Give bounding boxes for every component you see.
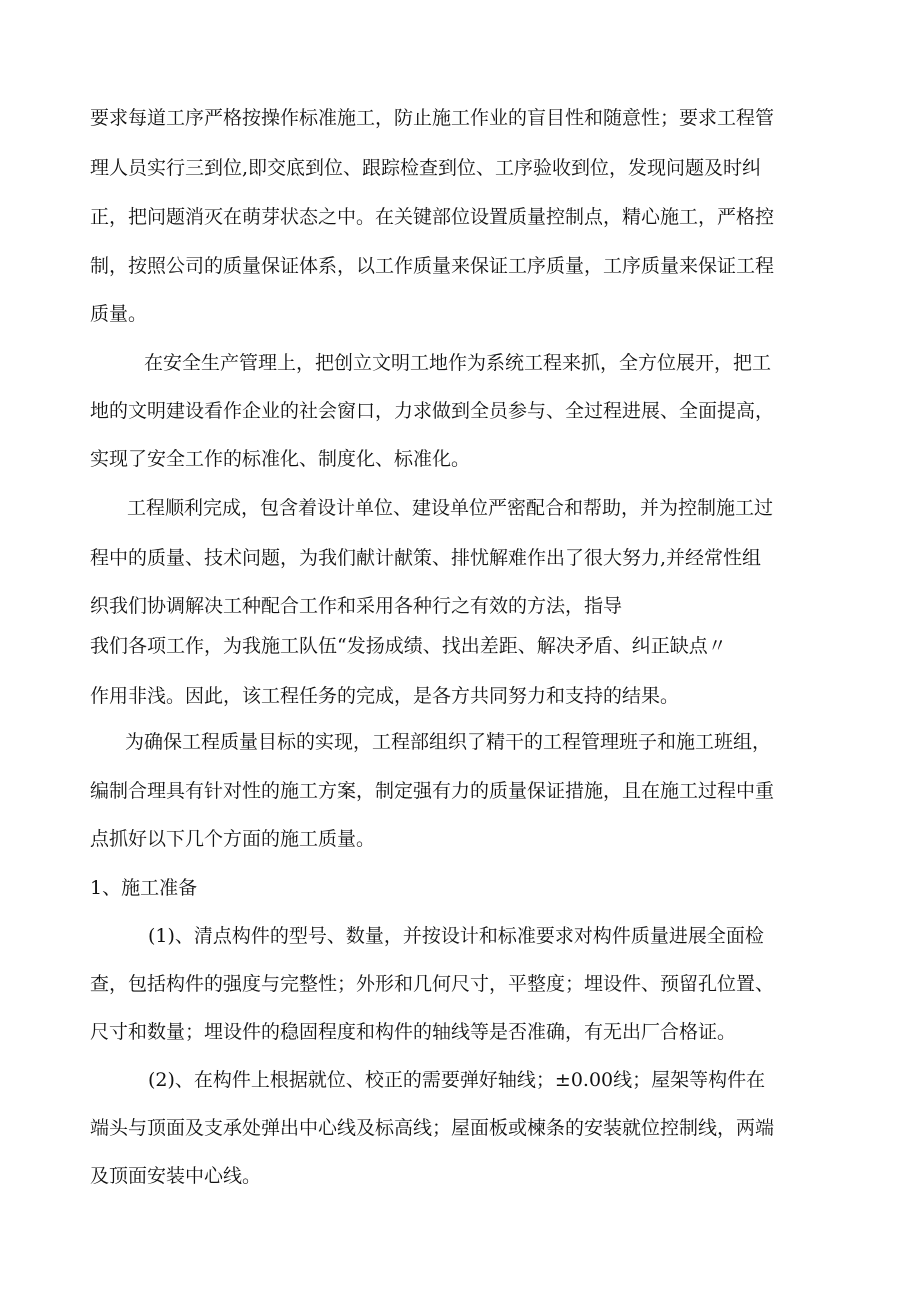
text-line: 编制合理具有针对性的施工方案，制定强有力的质量保证措施，且在施工过程中重: [90, 780, 775, 802]
text-line: 为确保工程质量目标的实现，工程部组织了精干的工程管理班子和施工班组，: [125, 731, 772, 753]
text-line: (2)、在构件上根据就位、校正的需要弹好轴线；±0.00线；屋架等构件在: [148, 1069, 766, 1091]
text-line: 制，按照公司的质量保证体系，以工作质量来保证工序质量，工序质量来保证工程: [90, 255, 775, 277]
text-line: 点抓好以下几个方面的施工质量。: [90, 828, 376, 850]
text-line: 程中的质量、技术问题，为我们献计献策、排忧解难作出了很大努力,并经常性组: [90, 547, 762, 569]
text-line: 尺寸和数量；埋设件的稳固程度和构件的轴线等是否准确，有无出厂合格证。: [90, 1021, 737, 1043]
text-line: 作用非浅。因此，该工程任务的完成，是各方共同努力和支持的结果。: [90, 685, 680, 707]
text-line: (1)、清点构件的型号、数量，并按设计和标准要求对构件质量进展全面检: [148, 925, 764, 947]
section-heading: 1、施工准备: [90, 877, 198, 899]
text-line: 要求每道工序严格按操作标准施工，防止施工作业的盲目性和随意性；要求工程管: [90, 107, 775, 129]
text-line: 查，包括构件的强度与完整性；外形和几何尺寸，平整度；埋设件、预留孔位置、: [90, 973, 775, 995]
text-line: 在安全生产管理上，把创立文明工地作为系统工程来抓，全方位展开，把工: [144, 352, 772, 374]
text-line: 我们各项工作，为我施工队伍“发扬成绩、找出差距、解决矛盾、纠正缺点〃: [90, 635, 727, 657]
text-line: 正，把问题消灭在萌芽状态之中。在关键部位设置质量控制点，精心施工，严格控: [90, 206, 775, 228]
text-line: 实现了安全工作的标准化、制度化、标准化。: [90, 448, 471, 470]
text-line: 工程顺利完成，包含着设计单位、建设单位严密配合和帮助，并为控制施工过: [127, 497, 774, 519]
text-line: 及顶面安装中心线。: [90, 1165, 262, 1187]
text-line: 地的文明建设看作企业的社会窗口，力求做到全员参与、全过程进展、全面提高，: [90, 400, 775, 422]
text-line: 理人员实行三到位,即交底到位、跟踪检查到位、工序验收到位，发现问题及时纠: [90, 157, 762, 179]
text-line: 质量。: [90, 303, 148, 325]
text-line: 端头与顶面及支承处弹出中心线及标高线；屋面板或楝条的安装就位控制线，两端: [90, 1117, 775, 1139]
text-line: 织我们协调解决工种配合工作和采用各种行之有效的方法，指导: [90, 595, 623, 617]
